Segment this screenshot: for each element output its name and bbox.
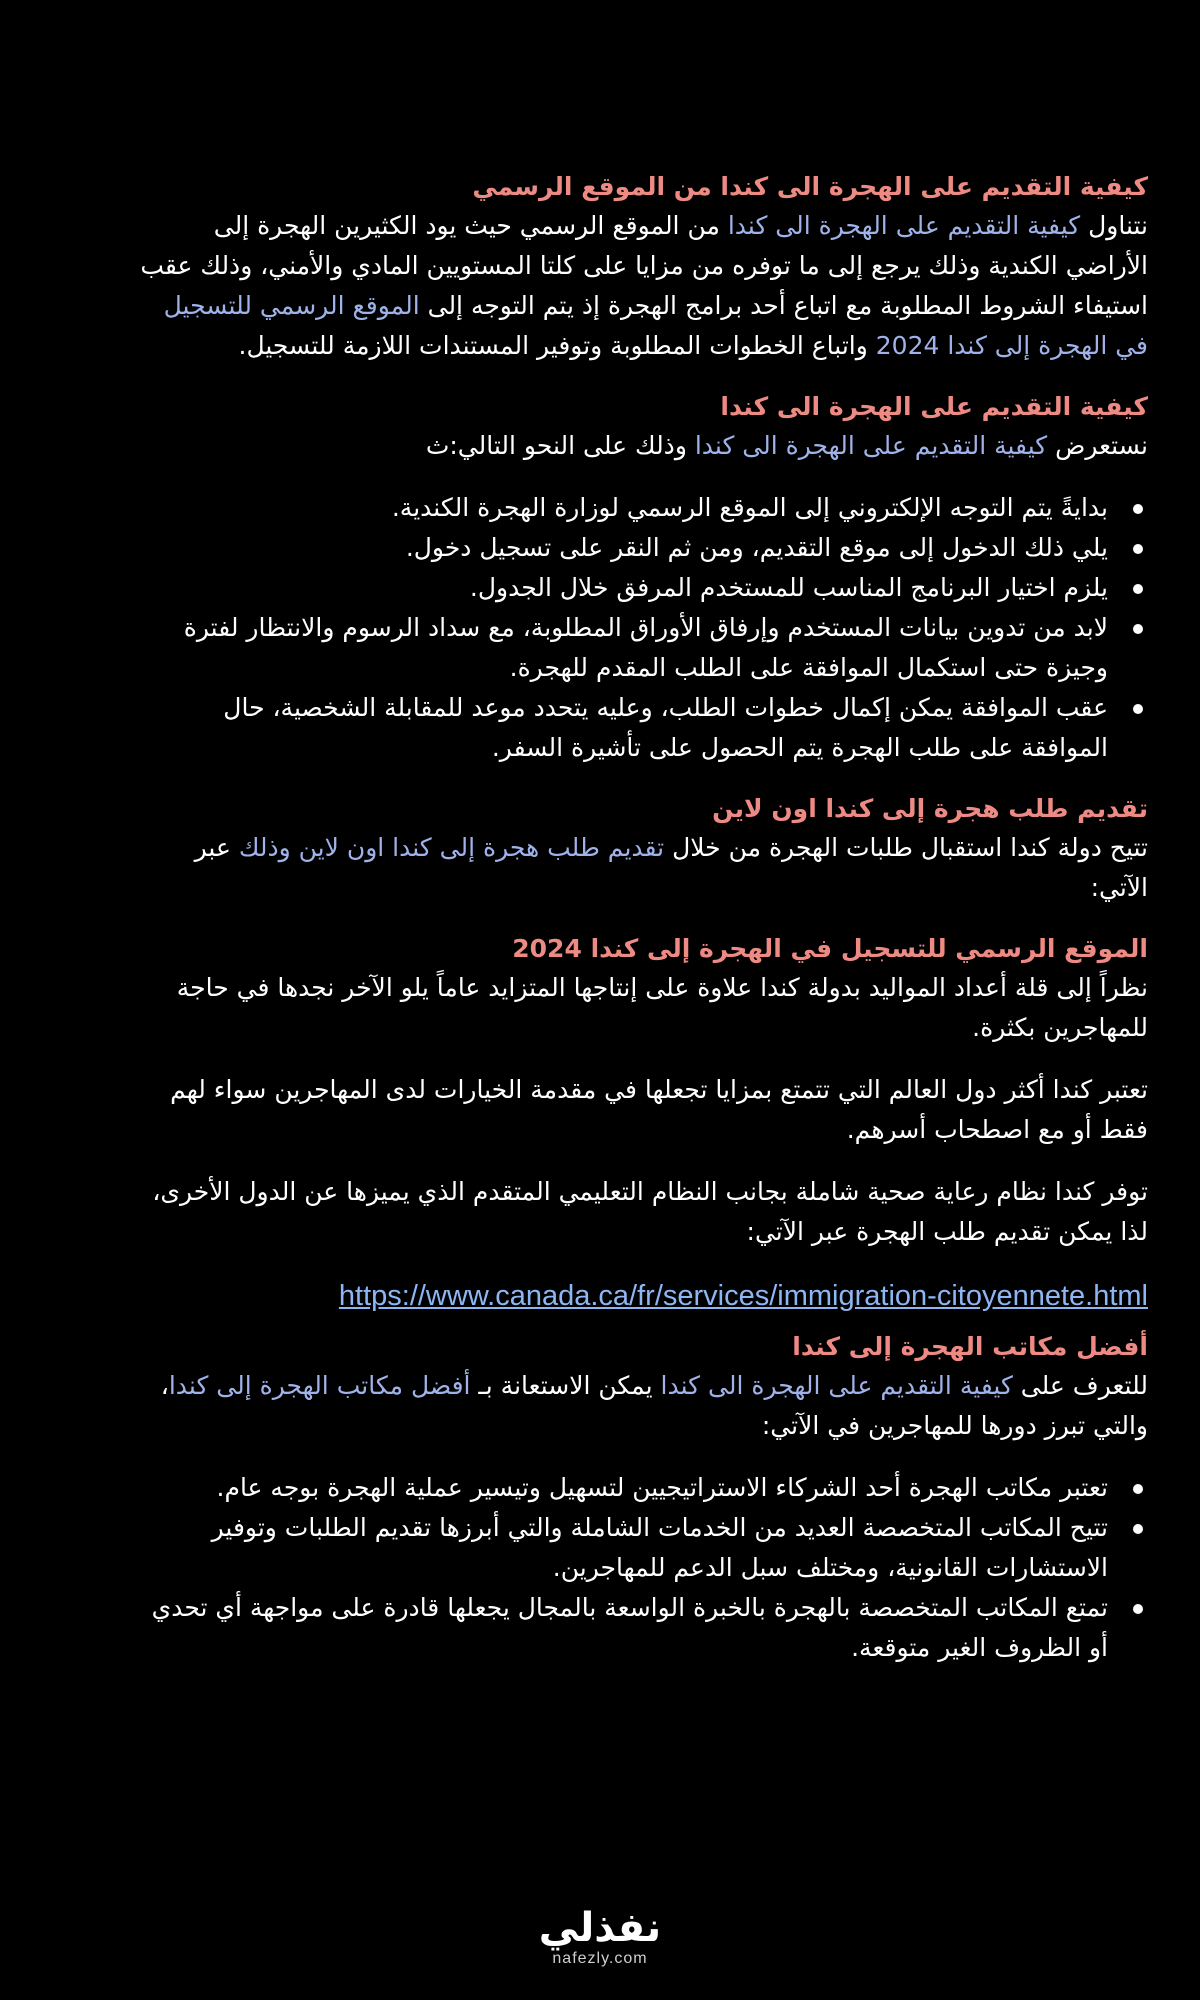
section-5-paragraph: للتعرف على كيفية التقديم على الهجرة الى كندا يمكن الاستعانة بـ أفضل مكاتب الهجرة إلى كندا، والتي تبرز دورها للمهاجرين في الآتي: bbox=[160, 1371, 1148, 1440]
section-3-paragraph: تتيح دولة كندا استقبال طلبات الهجرة من خلال تقديم طلب هجرة إلى كندا اون لاين وذلك عبر الآتي: bbox=[194, 833, 1148, 902]
official-site-link[interactable]: https://www.canada.ca/fr/services/immigration-citoyennete.html bbox=[338, 1280, 1148, 1312]
list-item: عقب الموافقة يمكن إكمال خطوات الطلب، وعليه يتحدد موعد للمقابلة الشخصية، حال الموافقة على طلب الهجرة يتم الحصول على تأشيرة السفر. bbox=[140, 688, 1108, 768]
logo-wordmark: نفذلي bbox=[538, 1905, 662, 1951]
section-4-paragraph-2: تعتبر كندا أكثر دول العالم التي تتمتع بمزايا تجعلها في مقدمة الخيارات لدى المهاجرين سواء لهم فقط أو مع اصطحاب أسرهم. bbox=[170, 1075, 1148, 1144]
section-5-link-1[interactable]: كيفية التقديم على الهجرة الى كندا bbox=[660, 1371, 1013, 1400]
list-item: يلزم اختيار البرنامج المناسب للمستخدم المرفق خلال الجدول. bbox=[140, 568, 1108, 608]
list-item: يلي ذلك الدخول إلى موقع التقديم، ومن ثم النقر على تسجيل دخول. bbox=[140, 528, 1108, 568]
list-item: تمتع المكاتب المتخصصة بالهجرة بالخبرة الواسعة بالمجال يجعلها قادرة على مواجهة أي تحدي أو الظروف الغير متوقعة. bbox=[140, 1588, 1108, 1668]
section-1-link-2[interactable]: الموقع الرسمي للتسجيل في الهجرة إلى كندا 2024 bbox=[163, 291, 1148, 360]
section-5-link-2[interactable]: أفضل مكاتب الهجرة إلى كندا bbox=[168, 1371, 471, 1400]
section-1-heading: كيفية التقديم على الهجرة الى كندا من الموقع الرسمي bbox=[472, 172, 1148, 201]
section-1-paragraph: نتناول كيفية التقديم على الهجرة الى كندا من الموقع الرسمي حيث يود الكثيرين الهجرة إلى الأراضي الكندية وذلك يرجع إلى ما توفره من مزايا على كلتا المستويين المادي والأمني، وذلك عقب استيفاء الشروط المطلوبة مع اتباع أحد برامج الهجرة إذ يتم التوجه إلى الموقع الرسمي للتسجيل في الهجرة إلى كندا 2024 واتباع الخطوات المطلوبة وتوفير المستندات اللازمة للتسجيل. bbox=[140, 211, 1148, 360]
list-item: تتيح المكاتب المتخصصة العديد من الخدمات الشاملة والتي أبرزها تقديم الطلبات وتوفير الاستشارات القانونية، ومختلف سبل الدعم للمهاجرين. bbox=[140, 1508, 1108, 1588]
nafezly-logo bbox=[0, 1906, 1200, 1968]
section-3-link[interactable]: تقديم طلب هجرة إلى كندا اون لاين وذلك bbox=[238, 833, 665, 862]
section-2-steps-list bbox=[140, 488, 1148, 768]
section-2-paragraph: نستعرض كيفية التقديم على الهجرة الى كندا وذلك على النحو التالي:ث bbox=[425, 431, 1148, 460]
section-1-link-1[interactable]: كيفية التقديم على الهجرة الى كندا bbox=[727, 211, 1081, 240]
section-4-paragraph-3: توفر كندا نظام رعاية صحية شاملة بجانب النظام التعليمي المتقدم الذي يميزها عن الدول الأخرى، لذا يمكن تقديم طلب الهجرة عبر الآتي: bbox=[152, 1177, 1148, 1246]
section-2-link[interactable]: كيفية التقديم على الهجرة الى كندا bbox=[694, 431, 1048, 460]
section-3-heading: تقديم طلب هجرة إلى كندا اون لاين bbox=[712, 794, 1148, 823]
section-4-paragraph-1: نظراً إلى قلة أعداد المواليد بدولة كندا علاوة على إنتاجها المتزايد عاماً يلو الآخر نجدها في حاجة للمهاجرين بكثرة. bbox=[176, 973, 1148, 1042]
section-2-heading: كيفية التقديم على الهجرة الى كندا bbox=[720, 392, 1148, 421]
logo-domain: nafezly.com bbox=[552, 1950, 648, 1967]
section-4-heading: الموقع الرسمي للتسجيل في الهجرة إلى كندا 2024 bbox=[512, 934, 1148, 963]
section-5-benefits-list bbox=[140, 1468, 1148, 1668]
list-item: تعتبر مكاتب الهجرة أحد الشركاء الاستراتيجيين لتسهيل وتيسير عملية الهجرة بوجه عام. bbox=[140, 1468, 1108, 1508]
list-item: بدايةً يتم التوجه الإلكتروني إلى الموقع الرسمي لوزارة الهجرة الكندية. bbox=[140, 488, 1108, 528]
list-item: لابد من تدوين بيانات المستخدم وإرفاق الأوراق المطلوبة، مع سداد الرسوم والانتظار لفترة وجيزة حتى استكمال الموافقة على الطلب المقدم للهجرة. bbox=[140, 608, 1108, 688]
section-5-heading: أفضل مكاتب الهجرة إلى كندا bbox=[792, 1332, 1148, 1361]
